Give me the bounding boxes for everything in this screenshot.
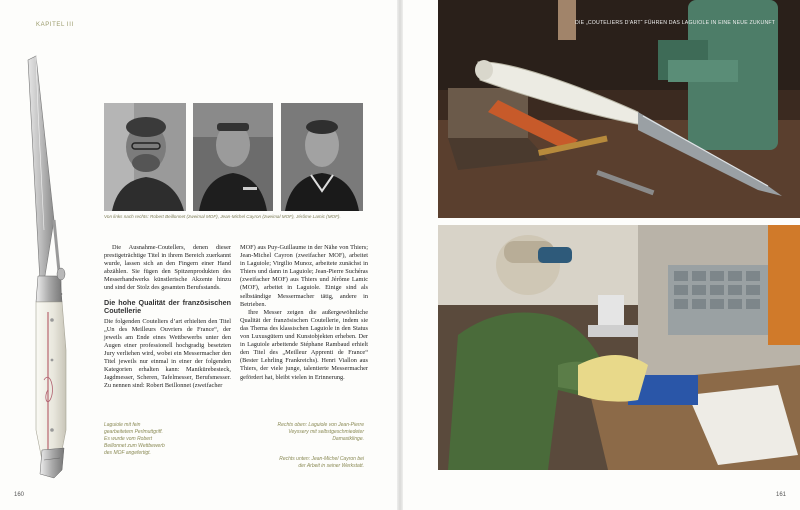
paragraph: Die folgenden Couteliers d’art erhielten den Titel „Un des Meilleurs Ouvriers de France“, der jeweils am Ende eines Wettbewerbs unter den Augen einer professionell hochgradig besetzten Jury verliehen wird, wobei ein Messermacher den Titel jeweils nur einmal in einer der folgenden Kategorien erhalten kann: Manikürebesteck, Jagdmesser, Scheren, Tafelmesser, Berufsmesser. Zu nennen sind: Robert Beillonnet (zweifacher	[104, 317, 231, 390]
caption-knife: Laguiole mit fein gearbeitetem Perlmuttgriff. Es wurde vom Robert Beillonnet zum Wettbewerb des MOF angefertigt.	[104, 422, 165, 456]
portrait-jean-michel-cayron	[193, 103, 273, 211]
paragraph: Ihre Messer zeigen die außergewöhnliche Qualität der französischen Coutellerie, indem sie das Thema des klassischen Laguiole in den Status von Luxusgütern und Kunstobjekten erheben. Der in Laguiole arbeitende Stéphane Rambaud erhielt den Titel des „Meilleur Apprenti de France“ (Bester Lehrling Frankreichs). Henri Viallon aus Thiers, der viele junge, talentierte Messermacher gefördert hat, bleibt vielen in Erinnerung.	[240, 308, 368, 381]
section-heading: Die hohe Qualität der französischen Coutellerie	[104, 297, 231, 316]
chapter-label: KAPITEL III	[36, 22, 74, 28]
right-page-header-caption: DIE „COUTELIERS D’ART“ FÜHREN DAS LAGUIOLE IN EINE NEUE ZUKUNFT	[575, 20, 776, 26]
right-page	[400, 0, 800, 510]
laguiole-knife-image	[14, 50, 104, 480]
text-column-1	[104, 244, 231, 390]
paragraph: Die Ausnahme-Coutellers, denen dieser prestigeträchtige Titel in ihrem Bereich zuerkannt wurde, lassen sich an den Fingern einer Hand abzählen. Sie fügen den Spitzenprodukten des Messerhandwerks künstlerische Akzente hinzu und sind der Stolz des gesamten Berufsstands.	[104, 244, 231, 292]
book-gutter	[397, 0, 403, 510]
portrait-robert-beillonnet	[104, 103, 186, 211]
photo-laguiole-on-workbench	[438, 0, 800, 218]
page-number-left: 160	[14, 492, 25, 498]
caption-right-top: Rechts oben: Laguiole von Jean-Pierre Veyssery mit selbstgeschmiedeter Damastklinge.	[277, 422, 364, 442]
paragraph: MOF) aus Puy-Guillaume in der Nähe von Thiers; Jean-Michel Cayron (zweifacher MOF), arbeitet in Laguiole; Virgilio Munoz, arbeitete zunächst in Thiers und dann in Laguiole; Jean-Pierre Suchéras (zweifacher MOF) aus Thiers und Jérôme Lamic (MOF), arbeitet in Laguiole. Einige sind als selbständige Messermacher tätig, andere in Betrieben.	[240, 244, 368, 308]
portrait-jerome-lamic	[281, 103, 363, 211]
caption-right-bottom: Rechts unten: Jean-Michel Cayron bei der Arbeit in seiner Werkstatt.	[279, 456, 364, 469]
page-number-right: 161	[775, 492, 786, 498]
portraits-caption: Von links nach rechts: Robert Beillonnet (zweimal MOF), Jean-Michel Cayron (zweimal MOF), Jérôme Lamic (MOF).	[104, 214, 341, 219]
text-column-2	[240, 244, 368, 382]
photo-cayron-in-workshop	[438, 225, 800, 470]
